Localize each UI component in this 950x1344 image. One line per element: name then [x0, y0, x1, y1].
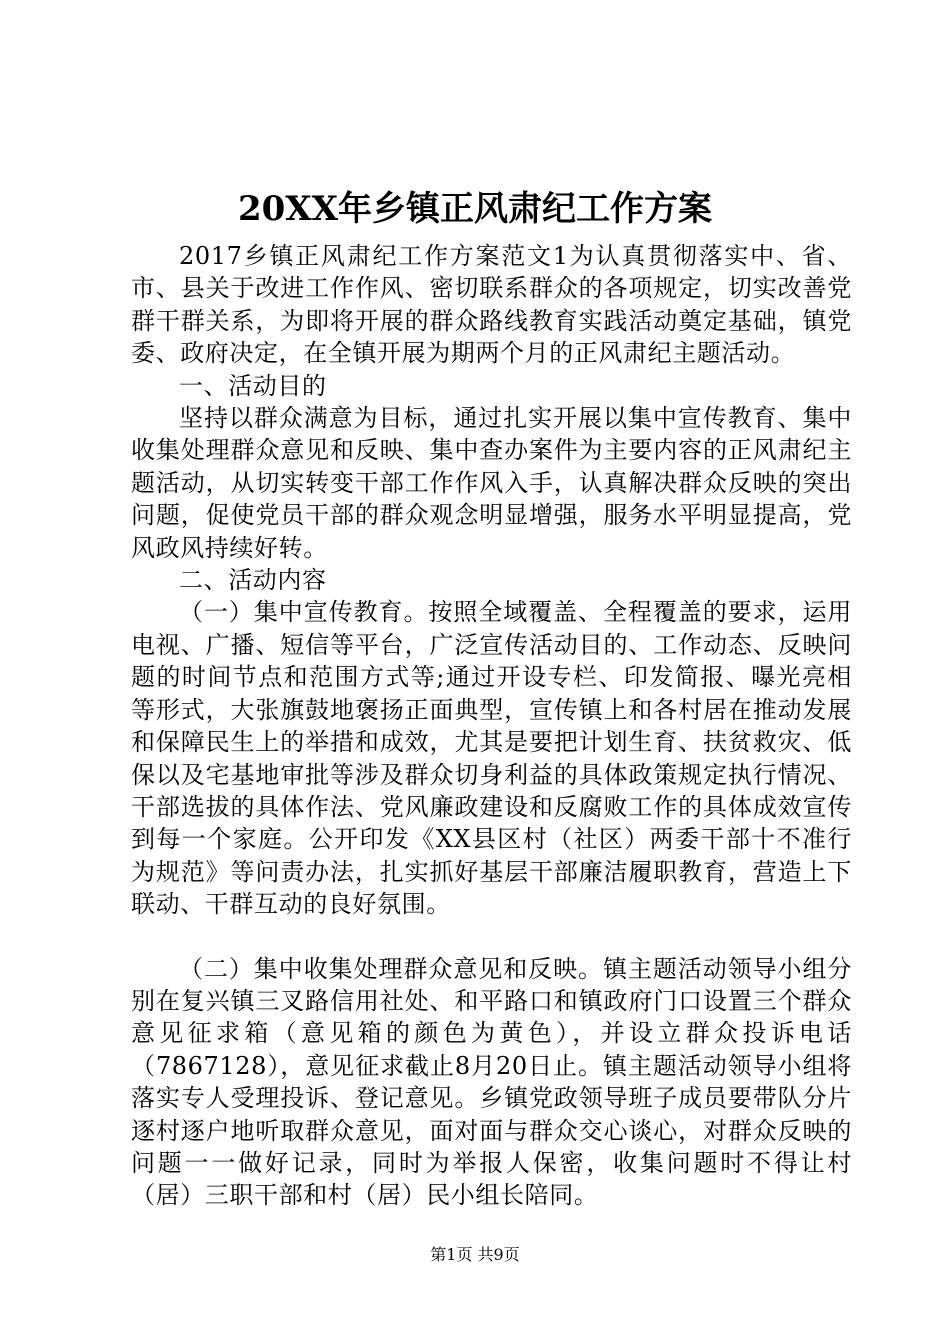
- section-heading-purpose: 一、活动目的: [179, 371, 327, 400]
- paragraph-content-1: （一）集中宣传教育。按照全域覆盖、全程覆盖的要求，运用电视、广播、短信等平台，广泛宣传活动目的、工作动态、反映问题的时间节点和范围方式等;通过开设专栏、印发简报、曝光亮相等形式，大张旗鼓地褒扬正面典型，宣传镇上和各村居在推动发展和保障民生上的举措和成效，尤其是要把计划生育、扶贫救灾、低保以及宅基地审批等涉及群众切身利益的具体政策规定执行情况、干部选拔的具体作法、党风廉政建设和反腐败工作的具体成效宣传到每一个家庭。公开印发《XX县区村（社区）两委干部十不准行为规范》等问责办法，扎实抓好基层干部廉洁履职教育，营造上下联动、干群互动的良好氛围。: [131, 598, 852, 919]
- paragraph-purpose: 坚持以群众满意为目标，通过扎实开展以集中宣传教育、集中收集处理群众意见和反映、集中查办案件为主要内容的正风肃纪主题活动，从切实转变干部工作作风入手，认真解决群众反映的突出问题，促使党员干部的群众观念明显增强，服务水平明显提高，党风政风持续好转。: [131, 404, 852, 562]
- paragraph-content-2: （二）集中收集处理群众意见和反映。镇主题活动领导小组分别在复兴镇三叉路信用社处、和平路口和镇政府门口设置三个群众意见征求箱（意见箱的颜色为黄色），并设立群众投诉电话（7867128），意见征求截止8月20日止。镇主题活动领导小组将落实专人受理投诉、登记意见。乡镇党政领导班子成员要带队分片逐村逐户地听取群众意见，面对面与群众交心谈心，对群众反映的问题一一做好记录，同时为举报人保密，收集问题时不得让村（居）三职干部和村（居）民小组长陪同。: [131, 954, 852, 1210]
- page-number-footer: 第1页 共9页: [430, 1245, 520, 1264]
- paragraph-intro: 2017乡镇正风肃纪工作方案范文1为认真贯彻落实中、省、市、县关于改进工作作风、密切联系群众的各项规定，切实改善党群干群关系，为即将开展的群众路线教育实践活动奠定基础，镇党委、政府决定，在全镇开展为期两个月的正风肃纪主题活动。: [131, 242, 852, 368]
- document-title: 20XX年乡镇正风肃纪工作方案: [237, 189, 713, 229]
- section-heading-content: 二、活动内容: [179, 566, 327, 595]
- document-body: [131, 240, 852, 1212]
